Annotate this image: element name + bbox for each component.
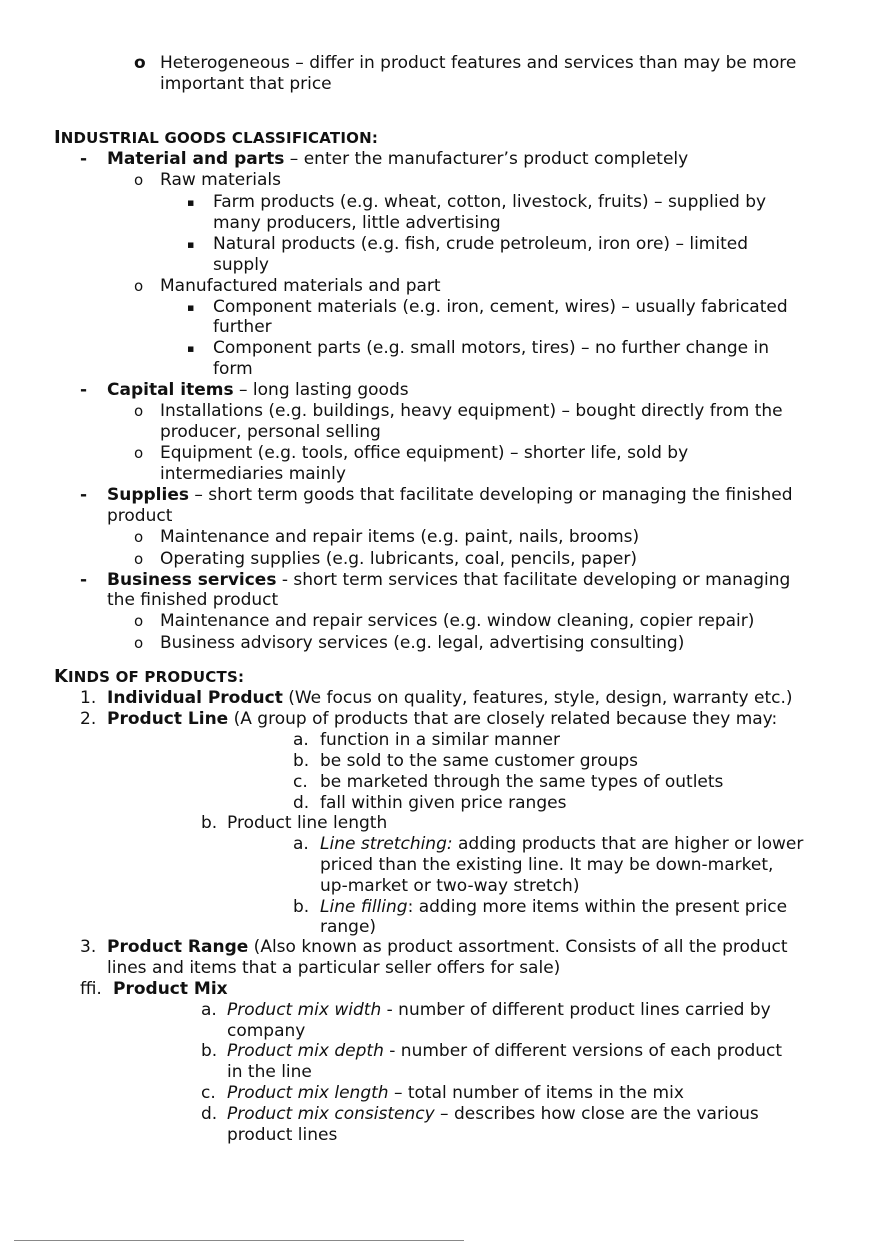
dash-bullet: - <box>80 149 88 169</box>
dash-bullet: - <box>80 380 88 400</box>
operating-supplies-item: o Operating supplies (e.g. lubricants, coal, pencils, paper) <box>134 549 637 569</box>
maintenance-items-item: o Maintenance and repair items (e.g. paint, nails, brooms) <box>134 527 640 547</box>
individual-product-item: 1. Individual Product (We focus on quality, features, style, design, warranty etc.) <box>80 688 793 708</box>
square-bullet-icon: ▪ <box>187 342 195 355</box>
circle-bullet-icon: o <box>134 634 144 652</box>
business-term: Business services <box>107 570 277 590</box>
kinds-heading: KINDS OF PRODUCTS: <box>54 666 245 687</box>
component-materials-item: ▪ Component materials (e.g. iron, cement, wires) – usually fabricated <box>187 297 788 317</box>
line-sub-c: c. be marketed through the same types of outlets <box>293 772 724 792</box>
line-sub-a: a. function in a similar manner <box>293 730 560 750</box>
dash-bullet: - <box>80 570 88 590</box>
intro-text-line2: important that price <box>160 74 332 94</box>
footnote-divider <box>14 1240 464 1241</box>
product-range-item: 3. Product Range (Also known as product assortment. Consists of all the product <box>80 937 788 957</box>
circle-bullet-icon: o <box>134 402 144 420</box>
circle-bullet-icon: o <box>134 277 144 295</box>
capital-term: Capital items <box>107 380 234 400</box>
circle-bullet-icon: o <box>134 550 144 568</box>
mix-consistency-item: d. Product mix consistency – describes how close are the various <box>201 1104 759 1124</box>
line-sub-b: b. be sold to the same customer groups <box>293 751 638 771</box>
product-mix-item: ﬃ. Product Mix <box>80 979 228 999</box>
circle-bullet-icon: o <box>134 53 146 73</box>
advisory-services-item: o Business advisory services (e.g. legal, advertising consulting) <box>134 633 685 653</box>
material-term: Material and parts <box>107 149 285 169</box>
list-number: 2. <box>80 709 97 729</box>
list-number: ﬃ. <box>80 979 102 999</box>
circle-bullet-icon: o <box>134 444 144 462</box>
line-stretching-item: a. Line stretching: adding products that are higher or lower <box>293 834 804 854</box>
business-services-item: - Business services - short term services that facilitate developing or managing <box>80 570 791 590</box>
mix-length-item: c. Product mix length – total number of items in the mix <box>201 1083 684 1103</box>
line-filling-item: b. Line ﬁlling: adding more items within the present price <box>293 897 788 917</box>
product-line-length-item: b. Product line length <box>201 813 388 833</box>
circle-bullet-icon: o <box>134 528 144 546</box>
equipment-item: o Equipment (e.g. tools, ofﬁce equipment) – shorter life, sold by <box>134 443 689 463</box>
raw-materials-item: o Raw materials <box>134 170 281 190</box>
product-line-item: 2. Product Line (A group of products that are closely related because they may: <box>80 709 778 729</box>
component-parts-item: ▪ Component parts (e.g. small motors, tires) – no further change in <box>187 338 770 358</box>
installations-item: o Installations (e.g. buildings, heavy equipment) – bought directly from the <box>134 401 783 421</box>
circle-bullet-icon: o <box>134 612 144 630</box>
line-sub-d: d. fall within given price ranges <box>293 793 567 813</box>
supplies-term: Supplies <box>107 485 189 505</box>
intro-text-line1: Heterogeneous – differ in product features and services than may be more <box>160 53 797 73</box>
list-number: 1. <box>80 688 97 708</box>
list-number: 3. <box>80 937 97 957</box>
capital-items-item: - Capital items – long lasting goods <box>80 380 409 400</box>
manufactured-item: o Manufactured materials and part <box>134 276 441 296</box>
intro-item <box>0 53 880 74</box>
natural-products-item: ▪ Natural products (e.g. fish, crude petroleum, iron ore) – limited <box>187 234 748 254</box>
square-bullet-icon: ▪ <box>187 196 195 209</box>
mix-depth-item: b. Product mix depth - number of different versions of each product <box>201 1041 783 1061</box>
industrial-heading: INDUSTRIAL GOODS CLASSIFICATION: <box>54 127 379 148</box>
dash-bullet: - <box>80 485 88 505</box>
square-bullet-icon: ▪ <box>187 301 195 314</box>
mix-width-item: a. Product mix width - number of different product lines carried by <box>201 1000 771 1020</box>
supplies-item: - Supplies – short term goods that facilitate developing or managing the finished <box>80 485 793 505</box>
farm-products-item: ▪ Farm products (e.g. wheat, cotton, livestock, fruits) – supplied by <box>187 192 767 212</box>
square-bullet-icon: ▪ <box>187 238 195 251</box>
material-parts-item: - Material and parts – enter the manufacturer’s product completely <box>80 149 689 169</box>
circle-bullet-icon: o <box>134 171 144 189</box>
maintenance-services-item: o Maintenance and repair services (e.g. window cleaning, copier repair) <box>134 611 755 631</box>
